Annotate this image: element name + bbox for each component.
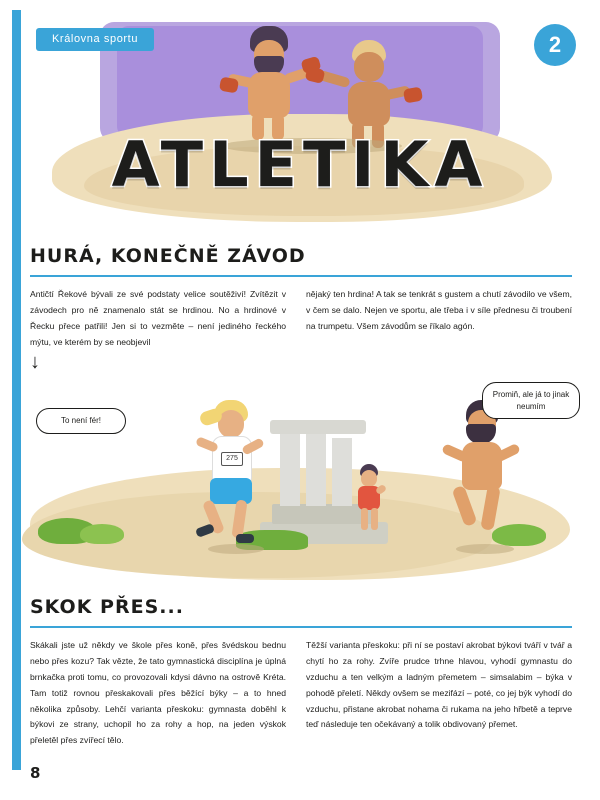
monument-lintel bbox=[270, 420, 366, 434]
monument-column-3 bbox=[332, 438, 352, 506]
section-2-column-2: Těžší varianta přeskoku: při ní se postaví akrobat býkovi tváří v tvář a chytí ho za rohy. Zvíře prudce trhne hlavou, vyhodí gymnastu do vzduchu a ten velkým a ladným přemetem – simsalabim – býka v pohodě přeletí. Někdy ovšem se mezifází – poté, co jej býk vyhodí do vzduchu, přistane akrobat nohama či rukama na jeho hřbetě a teprve teď následuje ten očekávaný a tolik obdivovaný přemet. bbox=[306, 640, 572, 730]
section-2-column-1: Skákali jste už někdy ve škole přes koně, přes švédskou bednu nebo přes kozu? Tak vězte, že tato gymnastická disciplína je úplná brnkačka proti tomu, co provozovali kdysi dávno na ostrově Kréta. Tam totiž rovnou přeskakovali přes běžící býky – a to hned několika způsoby. Lehčí varianta přeskoku: gymnasta doběhl k býkovi ze strany, uchopil ho za rohy a hop, na jeden výskok přeletěl přes zvířecí tělo. bbox=[30, 640, 286, 746]
sorry-bubble: Promiň, ale já to jinak neumím bbox=[482, 382, 580, 419]
down-arrow-icon: ↓ bbox=[30, 351, 40, 373]
boy-figure bbox=[352, 464, 386, 534]
runner-shorts bbox=[210, 478, 252, 504]
section-rule-2 bbox=[30, 626, 572, 628]
section-1-column-2: nějaký ten hrdina! A tak se tenkrát s gustem a chutí závodilo ve všem, v čem se dalo. Nejen ve sportu, ale třeba i v síle přednesu či troubení na trumpetu. Všem závodům se říkalo agón. bbox=[306, 289, 572, 331]
runner-leg-front bbox=[231, 499, 247, 538]
monument-column-2 bbox=[306, 430, 326, 506]
boy-leg-left bbox=[361, 508, 368, 530]
boxer-left bbox=[234, 26, 304, 136]
left-accent-bar bbox=[12, 10, 21, 770]
bearded-beard bbox=[466, 424, 496, 444]
runner-athlete bbox=[194, 400, 264, 550]
section-1-column-1: Antičtí Řekové bývali ze své podstaty velice soutěživí! Zvítězit v závodech pro ně znamenalo stát se hrdinou. No a hrdinové v Řecku přece patřili! Jen si to vezměte – není jediného řeckého mýtu, ve kterém by se neobjevil bbox=[30, 289, 286, 347]
monument-column-1 bbox=[280, 434, 300, 506]
section-heading-2: SKOK PŘES... bbox=[30, 596, 184, 618]
runner-bib: 275 bbox=[221, 452, 243, 466]
bearded-leg-front bbox=[480, 485, 500, 531]
page-number: 8 bbox=[30, 764, 41, 782]
chapter-number-badge: 2 bbox=[534, 24, 576, 66]
bearded-leg-back bbox=[452, 485, 478, 527]
bush-left-2 bbox=[80, 524, 124, 544]
mid-shadow-bearded bbox=[456, 544, 514, 554]
boy-leg-right bbox=[371, 508, 378, 530]
runner-shoe-back bbox=[195, 523, 215, 538]
mid-shadow-runner bbox=[208, 544, 264, 554]
section-rule-1 bbox=[30, 275, 572, 277]
bearded-torso bbox=[462, 442, 502, 490]
unfair-bubble: To není fér! bbox=[36, 408, 126, 434]
boy-head bbox=[361, 470, 377, 487]
runner-shoe-front bbox=[236, 534, 254, 543]
chapter-tag: Královna sportu bbox=[36, 28, 154, 51]
page-title: ATLETIKA bbox=[111, 128, 489, 201]
section-heading-1: HURÁ, KONEČNĚ ZÁVOD bbox=[30, 245, 306, 267]
bearded-runner bbox=[442, 400, 522, 550]
